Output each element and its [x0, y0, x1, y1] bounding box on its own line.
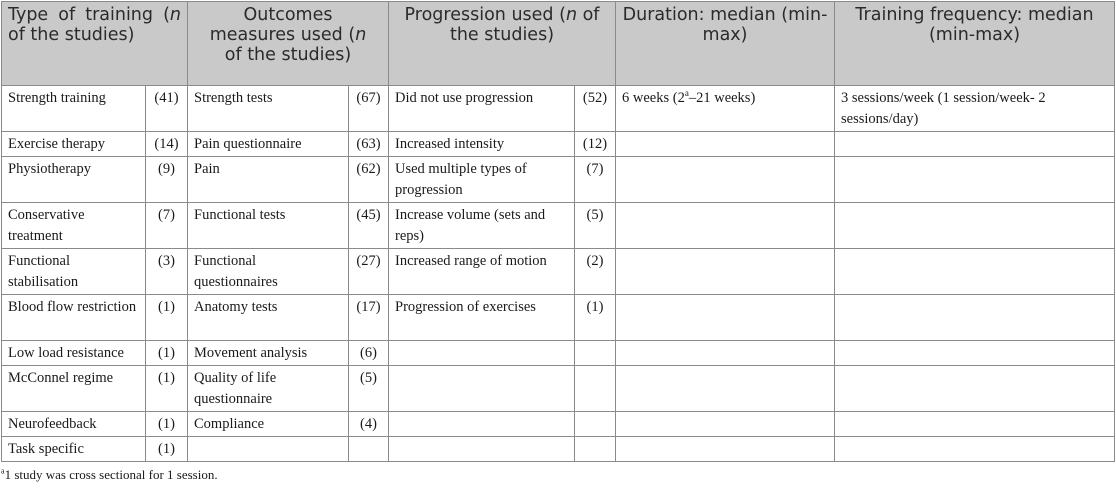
progression-count-cell: [575, 366, 616, 412]
header-type-of-training-label: Type of training (n of the studies): [8, 5, 181, 45]
table-row: [2, 437, 1115, 462]
table-row: [2, 157, 1115, 203]
outcome-measure-cell: Pain questionnaire: [188, 132, 349, 157]
table-row: [2, 132, 1115, 157]
footnote-marker: a: [1, 466, 5, 476]
frequency-cell: [835, 412, 1115, 437]
progression-count-cell: [575, 341, 616, 366]
training-count-cell: (1): [146, 341, 188, 366]
table-row: [2, 249, 1115, 295]
outcome-count-cell: (17): [349, 295, 389, 341]
progression-count-cell: (2): [575, 249, 616, 295]
training-type-cell: Conservative treatment: [2, 203, 146, 249]
header-progression-used-label: Progression used (n of the studies): [404, 5, 600, 45]
training-count-cell: (1): [146, 366, 188, 412]
training-type-cell: Task specific: [2, 437, 146, 462]
progression-count-cell: (5): [575, 203, 616, 249]
progression-cell: [389, 366, 575, 412]
progression-cell: [389, 437, 575, 462]
training-type-cell: Exercise therapy: [2, 132, 146, 157]
training-type-cell: Strength training: [2, 86, 146, 132]
header-outcome-measures-label: Outcomes measures used (n of the studies): [209, 5, 367, 65]
duration-cell: [616, 366, 835, 412]
outcome-count-cell: (4): [349, 412, 389, 437]
duration-prefix: 6 weeks (2: [622, 90, 685, 106]
outcome-count-cell: (6): [349, 341, 389, 366]
training-type-cell: McConnel regime: [2, 366, 146, 412]
table-header: [2, 2, 1115, 86]
table-body: [2, 86, 1115, 462]
training-type-cell: Physiotherapy: [2, 157, 146, 203]
training-count-cell: (7): [146, 203, 188, 249]
progression-cell: Increased intensity: [389, 132, 575, 157]
progression-cell: [389, 341, 575, 366]
training-count-cell: (9): [146, 157, 188, 203]
outcome-count-cell: (5): [349, 366, 389, 412]
training-type-cell: Neurofeedback: [2, 412, 146, 437]
outcome-measure-cell: Pain: [188, 157, 349, 203]
progression-cell: Increased range of motion: [389, 249, 575, 295]
training-count-cell: (14): [146, 132, 188, 157]
header-duration: [616, 2, 835, 86]
frequency-cell: [835, 341, 1115, 366]
progression-cell: Used multiple types of progression: [389, 157, 575, 203]
table-footnote: [1, 467, 218, 483]
progression-count-cell: (7): [575, 157, 616, 203]
duration-cell: [616, 295, 835, 341]
outcome-count-cell: (27): [349, 249, 389, 295]
table-row: [2, 295, 1115, 341]
table-row: [2, 341, 1115, 366]
table-row: [2, 366, 1115, 412]
header-progression-used: [389, 2, 616, 86]
footnote-text: 1 study was cross sectional for 1 session.: [4, 467, 218, 482]
duration-cell: [616, 157, 835, 203]
outcome-count-cell: (63): [349, 132, 389, 157]
header-training-frequency-label: Training frequency: median (min-max): [855, 5, 1094, 45]
training-count-cell: (1): [146, 295, 188, 341]
outcome-measure-cell: Quality of life questionnaire: [188, 366, 349, 412]
training-count-cell: (1): [146, 412, 188, 437]
frequency-cell: 3 sessions/week (1 session/week- 2 sessions/day): [835, 86, 1115, 132]
progression-cell: Progression of exercises: [389, 295, 575, 341]
training-type-cell: Low load resistance: [2, 341, 146, 366]
outcome-measure-cell: Compliance: [188, 412, 349, 437]
duration-cell: [616, 203, 835, 249]
frequency-cell: [835, 437, 1115, 462]
outcome-count-cell: (45): [349, 203, 389, 249]
progression-cell: Did not use progression: [389, 86, 575, 132]
outcome-count-cell: (62): [349, 157, 389, 203]
training-count-cell: (41): [146, 86, 188, 132]
duration-cell: [616, 412, 835, 437]
outcome-measure-cell: Movement analysis: [188, 341, 349, 366]
progression-count-cell: (52): [575, 86, 616, 132]
duration-cell: [616, 132, 835, 157]
outcome-measure-cell: [188, 437, 349, 462]
outcome-measure-cell: Anatomy tests: [188, 295, 349, 341]
frequency-cell: [835, 295, 1115, 341]
training-count-cell: (3): [146, 249, 188, 295]
progression-count-cell: (1): [575, 295, 616, 341]
progression-count-cell: [575, 412, 616, 437]
duration-cell: [616, 86, 835, 132]
training-count-cell: (1): [146, 437, 188, 462]
table-row: [2, 86, 1115, 132]
header-training-frequency: [835, 2, 1115, 86]
frequency-cell: [835, 249, 1115, 295]
frequency-cell: [835, 366, 1115, 412]
frequency-cell: [835, 157, 1115, 203]
frequency-cell: [835, 132, 1115, 157]
duration-cell: [616, 249, 835, 295]
data-table: [1, 1, 1115, 462]
header-duration-label: Duration: median (min-max): [622, 5, 828, 45]
table-row: [2, 203, 1115, 249]
training-type-cell: Functional stabilisation: [2, 249, 146, 295]
progression-cell: Increase volume (sets and reps): [389, 203, 575, 249]
duration-suffix: –21 weeks): [688, 90, 756, 106]
outcome-count-cell: [349, 437, 389, 462]
frequency-cell: [835, 203, 1115, 249]
header-type-of-training: [2, 2, 188, 86]
outcome-measure-cell: Functional tests: [188, 203, 349, 249]
footnote-marker: a: [684, 88, 689, 99]
duration-cell: [616, 437, 835, 462]
outcome-measure-cell: Strength tests: [188, 86, 349, 132]
outcome-measure-cell: Functional questionnaires: [188, 249, 349, 295]
outcome-count-cell: (67): [349, 86, 389, 132]
duration-cell: [616, 341, 835, 366]
progression-count-cell: [575, 437, 616, 462]
progression-count-cell: (12): [575, 132, 616, 157]
progression-cell: [389, 412, 575, 437]
header-outcome-measures: [188, 2, 389, 86]
training-type-cell: Blood flow restriction: [2, 295, 146, 341]
table-row: [2, 412, 1115, 437]
